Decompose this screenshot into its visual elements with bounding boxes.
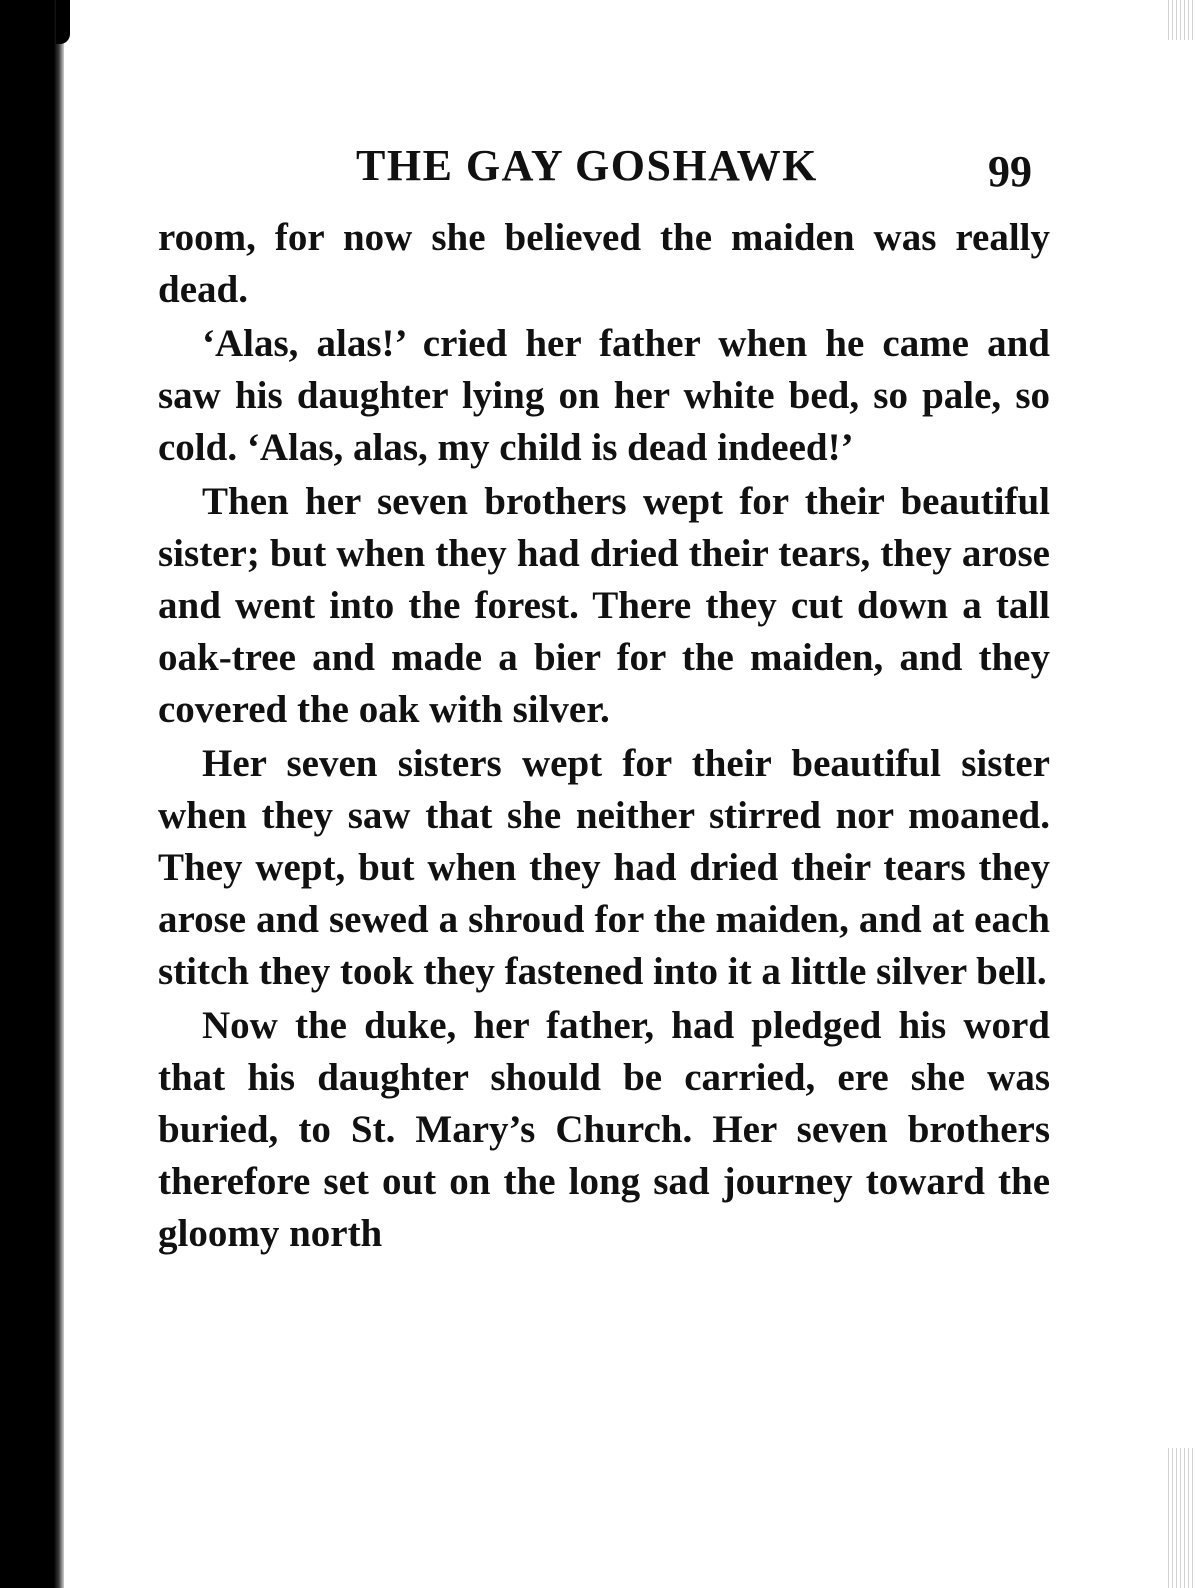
- running-title: THE GAY GOSHAWK: [356, 141, 818, 190]
- scan-page-edge: [0, 0, 64, 1588]
- paragraph-sisters-shroud: Her seven sisters wept for their beautiful sister when they saw that she neither stirred nor moaned. They wept, but when they had dried their tears they arose and sewed a shroud for the maiden, and at each stitch they took they fastened into it a little silver bell.: [158, 742, 1050, 993]
- paragraph-journey-north: Now the duke, her father, had pledged his word that his daughter should be carried, ere she was buried, to St. Mary’s Church. Her seven brothers therefore set out on the long sad journey toward the gloomy north: [158, 1004, 1050, 1255]
- paragraph-father-lament: ‘Alas, alas!’ cried her father when he came and saw his daughter lying on her white bed, so pale, so cold. ‘Alas, alas, my child is dead indeed!’: [158, 322, 1050, 469]
- paragraph-continued: room, for now she believed the maiden was really dead.: [158, 216, 1050, 311]
- running-head: [158, 140, 1054, 200]
- paragraph-brothers-bier: Then her seven brothers wept for their beautiful sister; but when they had dried their tears, they arose and went into the forest. There they cut down a tall oak-tree and made a bier for the maiden, and they covered the oak with silver.: [158, 480, 1050, 731]
- scan-edge-notch: [56, 0, 70, 44]
- scan-speckle-bottom: [1165, 1448, 1195, 1588]
- page-number: 99: [988, 147, 1032, 196]
- scan-speckle-top: [1165, 0, 1195, 40]
- body-text: [158, 212, 1050, 1260]
